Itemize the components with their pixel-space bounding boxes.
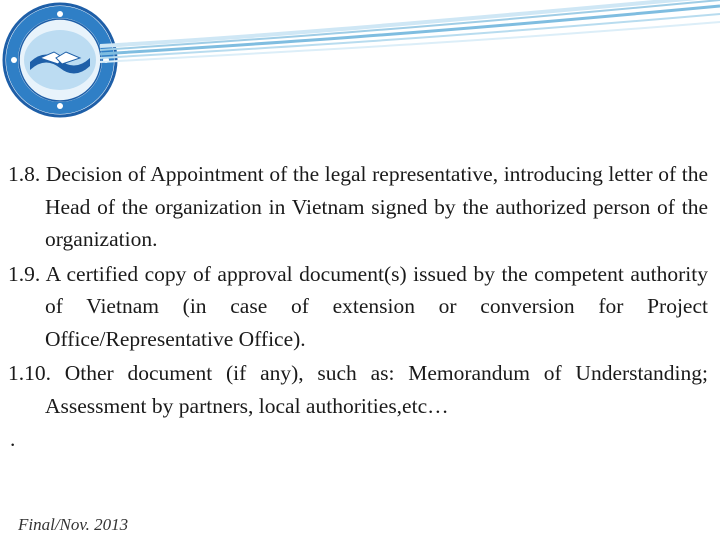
header-swoosh-decoration (100, 0, 720, 80)
item-number: 1.8. (8, 162, 41, 186)
footer-version: Final/Nov. 2013 (18, 515, 129, 534)
list-item-1-9 (8, 258, 708, 356)
item-text: Decision of Appointment of the legal representative, introducing letter of the Head of the organization in Vietnam signed by the authorized person of the organization. (45, 162, 709, 251)
item-text: A certified copy of approval document(s) issued by the competent authority of Vietnam (in case of extension or conversion for Project Office/Representative Office). (45, 261, 708, 351)
trailing-dot: . (10, 427, 16, 451)
item-number: 1.9. (8, 261, 41, 286)
document-body (8, 158, 708, 454)
list-item-1-10 (8, 357, 708, 422)
item-number: 1.10. (8, 361, 51, 385)
list-item-1-8 (8, 158, 708, 256)
item-text: Other document (if any), such as: Memorandum of Understanding; Assessment by partners, local authorities,etc… (45, 361, 708, 418)
